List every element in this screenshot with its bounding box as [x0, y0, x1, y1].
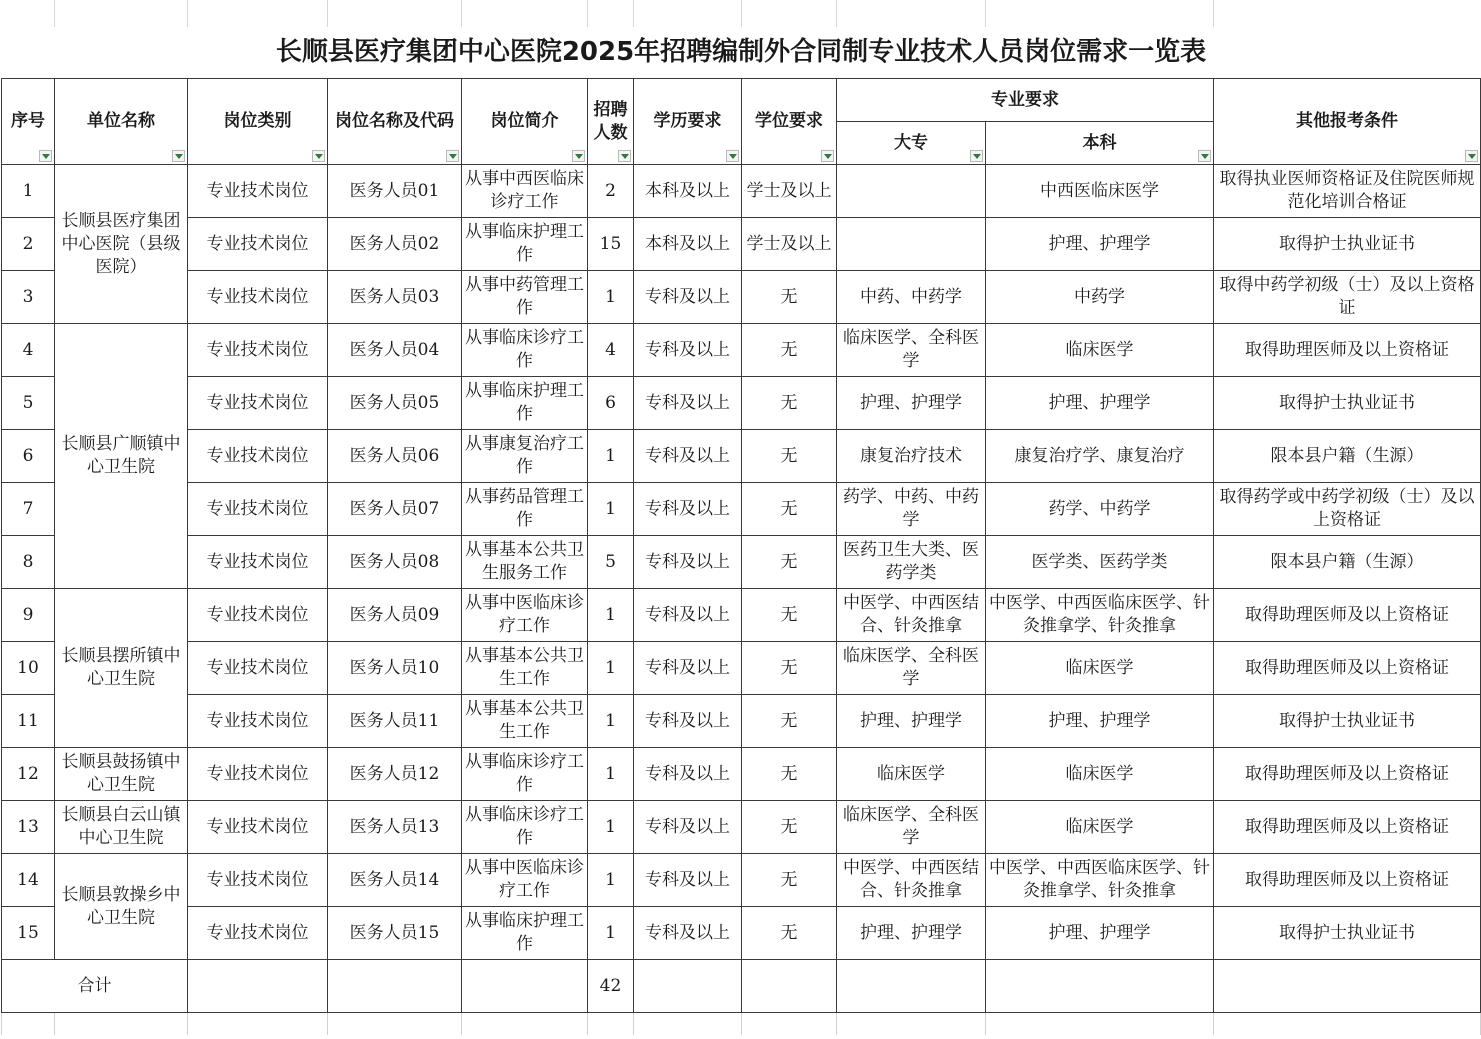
- filter-dropdown-icon[interactable]: [172, 150, 185, 162]
- empty-cell: [2, 1013, 55, 1036]
- cell-college: 临床医学、全科医学: [837, 801, 986, 854]
- filter-dropdown-icon[interactable]: [970, 150, 983, 162]
- header-count[interactable]: [588, 79, 634, 165]
- cell-unit-name: 长顺县敦操乡中心卫生院: [55, 854, 188, 960]
- cell-other: 取得护士执业证书: [1214, 377, 1481, 430]
- cell-education: 专科及以上: [634, 271, 742, 324]
- empty-cell: [1214, 960, 1481, 1013]
- cell-other: 取得助理医师及以上资格证: [1214, 748, 1481, 801]
- filter-dropdown-icon[interactable]: [726, 150, 739, 162]
- cell-intro: 从事临床护理工作: [462, 907, 588, 960]
- empty-cell: [188, 1013, 328, 1036]
- table-row: [2, 165, 1481, 218]
- cell-category: 专业技术岗位: [188, 271, 328, 324]
- cell-bachelor: 药学、中药学: [986, 483, 1214, 536]
- cell-degree: 无: [742, 748, 837, 801]
- filter-dropdown-icon[interactable]: [821, 150, 834, 162]
- total-label: 合计: [2, 960, 188, 1013]
- cell-post: 医务人员09: [328, 589, 462, 642]
- cell-intro: 从事临床诊疗工作: [462, 324, 588, 377]
- cell-count: 1: [588, 271, 634, 324]
- header-college-label: 大专: [894, 132, 928, 153]
- cell-intro: 从事中药管理工作: [462, 271, 588, 324]
- cell-intro: 从事中医临床诊疗工作: [462, 589, 588, 642]
- header-unit[interactable]: [55, 79, 188, 165]
- cell-degree: 无: [742, 801, 837, 854]
- cell-intro: 从事临床诊疗工作: [462, 748, 588, 801]
- empty-cell: [634, 960, 742, 1013]
- cell-post: 医务人员14: [328, 854, 462, 907]
- cell-education: 专科及以上: [634, 801, 742, 854]
- header-category[interactable]: [188, 79, 328, 165]
- table-row: [2, 377, 1481, 430]
- cell-seq: 7: [2, 483, 55, 536]
- filter-dropdown-icon[interactable]: [1198, 150, 1211, 162]
- cell-other: 取得助理医师及以上资格证: [1214, 854, 1481, 907]
- cell-bachelor: 临床医学: [986, 748, 1214, 801]
- header-unit-label: 单位名称: [87, 111, 155, 131]
- cell-education: 专科及以上: [634, 748, 742, 801]
- cell-other: 限本县户籍（生源）: [1214, 430, 1481, 483]
- cell-bachelor: 护理、护理学: [986, 218, 1214, 271]
- empty-cell: [837, 960, 986, 1013]
- header-intro[interactable]: [462, 79, 588, 165]
- cell-seq: 4: [2, 324, 55, 377]
- cell-education: 本科及以上: [634, 218, 742, 271]
- cell-post: 医务人员03: [328, 271, 462, 324]
- header-other-label: 其他报考条件: [1296, 111, 1398, 131]
- filter-dropdown-icon[interactable]: [446, 150, 459, 162]
- filter-dropdown-icon[interactable]: [1465, 150, 1478, 162]
- cell-seq: 3: [2, 271, 55, 324]
- cell-post: 医务人员13: [328, 801, 462, 854]
- table-row: [2, 854, 1481, 907]
- cell-other: 取得药学或中药学初级（士）及以上资格证: [1214, 483, 1481, 536]
- cell-category: 专业技术岗位: [188, 748, 328, 801]
- cell-seq: 11: [2, 695, 55, 748]
- cell-education: 专科及以上: [634, 854, 742, 907]
- cell-college: [837, 218, 986, 271]
- cell-post: 医务人员05: [328, 377, 462, 430]
- cell-category: 专业技术岗位: [188, 907, 328, 960]
- cell-other: 取得执业医师资格证及住院医师规范化培训合格证: [1214, 165, 1481, 218]
- cell-post: 医务人员08: [328, 536, 462, 589]
- cell-intro: 从事中医临床诊疗工作: [462, 854, 588, 907]
- cell-college: 临床医学、全科医学: [837, 324, 986, 377]
- cell-intro: 从事临床诊疗工作: [462, 801, 588, 854]
- cell-count: 6: [588, 377, 634, 430]
- header-other[interactable]: [1214, 79, 1481, 165]
- header-major: 专业要求: [837, 79, 1214, 122]
- top-grid-strip: [0, 0, 1481, 27]
- cell-education: 专科及以上: [634, 907, 742, 960]
- cell-education: 专科及以上: [634, 642, 742, 695]
- cell-seq: 5: [2, 377, 55, 430]
- cell-bachelor: 临床医学: [986, 324, 1214, 377]
- table-row: [2, 430, 1481, 483]
- cell-seq: 15: [2, 907, 55, 960]
- empty-cell: [986, 1013, 1214, 1036]
- cell-education: 专科及以上: [634, 377, 742, 430]
- cell-seq: 13: [2, 801, 55, 854]
- cell-bachelor: 医学类、医药学类: [986, 536, 1214, 589]
- cell-bachelor: 临床医学: [986, 642, 1214, 695]
- cell-other: 取得护士执业证书: [1214, 218, 1481, 271]
- cell-category: 专业技术岗位: [188, 589, 328, 642]
- table-row: [2, 589, 1481, 642]
- empty-cell: [462, 960, 588, 1013]
- cell-bachelor: 康复治疗学、康复治疗: [986, 430, 1214, 483]
- cell-college: 护理、护理学: [837, 377, 986, 430]
- cell-count: 4: [588, 324, 634, 377]
- cell-college: 护理、护理学: [837, 907, 986, 960]
- cell-intro: 从事中西医临床诊疗工作: [462, 165, 588, 218]
- cell-bachelor: 护理、护理学: [986, 377, 1214, 430]
- header-seq[interactable]: [2, 79, 55, 165]
- header-bachelor-label: 本科: [1082, 132, 1117, 153]
- cell-count: 1: [588, 748, 634, 801]
- table-row: [2, 748, 1481, 801]
- page-title: 长顺县医疗集团中心医院2025年招聘编制外合同制专业技术人员岗位需求一览表: [275, 37, 1207, 67]
- cell-count: 1: [588, 801, 634, 854]
- cell-education: 专科及以上: [634, 483, 742, 536]
- empty-cell: [742, 960, 837, 1013]
- cell-college: 药学、中药、中药学: [837, 483, 986, 536]
- filter-dropdown-icon[interactable]: [572, 150, 585, 162]
- cell-other: 取得助理医师及以上资格证: [1214, 801, 1481, 854]
- header-college[interactable]: [837, 122, 986, 165]
- header-education[interactable]: [634, 79, 742, 165]
- cell-other: 取得护士执业证书: [1214, 695, 1481, 748]
- cell-seq: 8: [2, 536, 55, 589]
- empty-cell: [634, 1013, 742, 1036]
- cell-post: 医务人员15: [328, 907, 462, 960]
- cell-unit-name: 长顺县白云山镇中心卫生院: [55, 801, 188, 854]
- cell-count: 1: [588, 907, 634, 960]
- cell-bachelor: 中医学、中西医临床医学、针灸推拿学、针灸推拿: [986, 589, 1214, 642]
- cell-intro: 从事基本公共卫生工作: [462, 695, 588, 748]
- header-count-label: 招聘人数: [593, 99, 628, 143]
- cell-unit-name: 长顺县鼓扬镇中心卫生院: [55, 748, 188, 801]
- cell-degree: 无: [742, 695, 837, 748]
- cell-seq: 6: [2, 430, 55, 483]
- cell-seq: 12: [2, 748, 55, 801]
- cell-category: 专业技术岗位: [188, 430, 328, 483]
- header-intro-label: 岗位简介: [490, 111, 559, 131]
- empty-cell: [837, 1013, 986, 1036]
- cell-degree: 无: [742, 483, 837, 536]
- cell-college: 医药卫生大类、医药学类: [837, 536, 986, 589]
- cell-college: 中医学、中西医结合、针灸推拿: [837, 589, 986, 642]
- cell-education: 专科及以上: [634, 695, 742, 748]
- cell-count: 1: [588, 642, 634, 695]
- cell-post: 医务人员04: [328, 324, 462, 377]
- cell-college: 临床医学、全科医学: [837, 642, 986, 695]
- cell-other: 取得中药学初级（士）及以上资格证: [1214, 271, 1481, 324]
- table-row: [2, 801, 1481, 854]
- cell-other: 取得助理医师及以上资格证: [1214, 324, 1481, 377]
- cell-bachelor: 中药学: [986, 271, 1214, 324]
- cell-category: 专业技术岗位: [188, 536, 328, 589]
- cell-intro: 从事临床护理工作: [462, 377, 588, 430]
- table-row: [2, 483, 1481, 536]
- cell-degree: 无: [742, 907, 837, 960]
- cell-other: 取得护士执业证书: [1214, 907, 1481, 960]
- empty-cell: [328, 1013, 462, 1036]
- empty-cell: [1214, 1013, 1481, 1036]
- cell-category: 专业技术岗位: [188, 324, 328, 377]
- empty-cell: [742, 1013, 837, 1036]
- table-row: [2, 907, 1481, 960]
- cell-seq: 9: [2, 589, 55, 642]
- cell-degree: 学士及以上: [742, 165, 837, 218]
- cell-post: 医务人员07: [328, 483, 462, 536]
- cell-seq: 2: [2, 218, 55, 271]
- cell-bachelor: 临床医学: [986, 801, 1214, 854]
- header-degree[interactable]: [742, 79, 837, 165]
- cell-bachelor: 中医学、中西医临床医学、针灸推拿学、针灸推拿: [986, 854, 1214, 907]
- cell-other: 取得助理医师及以上资格证: [1214, 589, 1481, 642]
- cell-college: 康复治疗技术: [837, 430, 986, 483]
- cell-college: 中医学、中西医结合、针灸推拿: [837, 854, 986, 907]
- header-seq-label: 序号: [11, 111, 45, 131]
- cell-intro: 从事基本公共卫生工作: [462, 642, 588, 695]
- table-row: [2, 642, 1481, 695]
- cell-degree: 无: [742, 430, 837, 483]
- cell-post: 医务人员10: [328, 642, 462, 695]
- filter-dropdown-icon[interactable]: [618, 150, 631, 162]
- cell-count: 1: [588, 854, 634, 907]
- recruitment-table: [1, 27, 1481, 1035]
- empty-cell: [328, 960, 462, 1013]
- cell-seq: 1: [2, 165, 55, 218]
- table-row: [2, 695, 1481, 748]
- cell-count: 5: [588, 536, 634, 589]
- empty-cell: [462, 1013, 588, 1036]
- header-education-label: 学历要求: [653, 111, 722, 131]
- header-post-code[interactable]: [328, 79, 462, 165]
- cell-count: 1: [588, 695, 634, 748]
- cell-post: 医务人员06: [328, 430, 462, 483]
- cell-education: 专科及以上: [634, 324, 742, 377]
- filter-dropdown-icon[interactable]: [312, 150, 325, 162]
- cell-other: 取得助理医师及以上资格证: [1214, 642, 1481, 695]
- filter-dropdown-icon[interactable]: [39, 150, 52, 162]
- cell-other: 限本县户籍（生源）: [1214, 536, 1481, 589]
- cell-degree: 无: [742, 271, 837, 324]
- cell-intro: 从事药品管理工作: [462, 483, 588, 536]
- cell-college: 中药、中药学: [837, 271, 986, 324]
- cell-category: 专业技术岗位: [188, 854, 328, 907]
- cell-unit-name: 长顺县广顺镇中心卫生院: [55, 324, 188, 589]
- cell-category: 专业技术岗位: [188, 642, 328, 695]
- header-category-label: 岗位类别: [223, 111, 292, 131]
- cell-post: 医务人员02: [328, 218, 462, 271]
- cell-education: 本科及以上: [634, 165, 742, 218]
- cell-college: 临床医学: [837, 748, 986, 801]
- cell-degree: 无: [742, 642, 837, 695]
- cell-category: 专业技术岗位: [188, 483, 328, 536]
- cell-unit-name: 长顺县医疗集团中心医院（县级医院）: [55, 165, 188, 324]
- cell-category: 专业技术岗位: [188, 165, 328, 218]
- empty-cell: [188, 960, 328, 1013]
- cell-intro: 从事康复治疗工作: [462, 430, 588, 483]
- cell-unit-name: 长顺县摆所镇中心卫生院: [55, 589, 188, 748]
- cell-degree: 无: [742, 854, 837, 907]
- cell-degree: 学士及以上: [742, 218, 837, 271]
- cell-education: 专科及以上: [634, 536, 742, 589]
- cell-category: 专业技术岗位: [188, 377, 328, 430]
- cell-degree: 无: [742, 324, 837, 377]
- empty-cell: [986, 960, 1214, 1013]
- table-row: [2, 324, 1481, 377]
- cell-bachelor: 中西医临床医学: [986, 165, 1214, 218]
- cell-seq: 14: [2, 854, 55, 907]
- cell-post: 医务人员12: [328, 748, 462, 801]
- cell-count: 1: [588, 483, 634, 536]
- cell-seq: 10: [2, 642, 55, 695]
- empty-cell: [588, 1013, 634, 1036]
- cell-category: 专业技术岗位: [188, 218, 328, 271]
- cell-count: 15: [588, 218, 634, 271]
- total-row: [2, 960, 1481, 1013]
- cell-bachelor: 护理、护理学: [986, 907, 1214, 960]
- cell-post: 医务人员01: [328, 165, 462, 218]
- cell-intro: 从事临床护理工作: [462, 218, 588, 271]
- table-row: [2, 536, 1481, 589]
- cell-degree: 无: [742, 536, 837, 589]
- cell-education: 专科及以上: [634, 430, 742, 483]
- cell-count: 1: [588, 589, 634, 642]
- header-post-code-label: 岗位名称及代码: [335, 111, 454, 131]
- cell-intro: 从事基本公共卫生服务工作: [462, 536, 588, 589]
- blank-grid-row: [2, 1013, 1481, 1036]
- cell-post: 医务人员11: [328, 695, 462, 748]
- total-count: 42: [588, 960, 634, 1013]
- table-row: [2, 218, 1481, 271]
- cell-college: 护理、护理学: [837, 695, 986, 748]
- cell-category: 专业技术岗位: [188, 801, 328, 854]
- cell-degree: 无: [742, 377, 837, 430]
- cell-bachelor: 护理、护理学: [986, 695, 1214, 748]
- table-row: [2, 271, 1481, 324]
- header-bachelor[interactable]: [986, 122, 1214, 165]
- cell-college: [837, 165, 986, 218]
- cell-count: 2: [588, 165, 634, 218]
- empty-cell: [55, 1013, 188, 1036]
- cell-education: 专科及以上: [634, 589, 742, 642]
- header-degree-label: 学位要求: [755, 111, 823, 131]
- cell-category: 专业技术岗位: [188, 695, 328, 748]
- cell-degree: 无: [742, 589, 837, 642]
- cell-count: 1: [588, 430, 634, 483]
